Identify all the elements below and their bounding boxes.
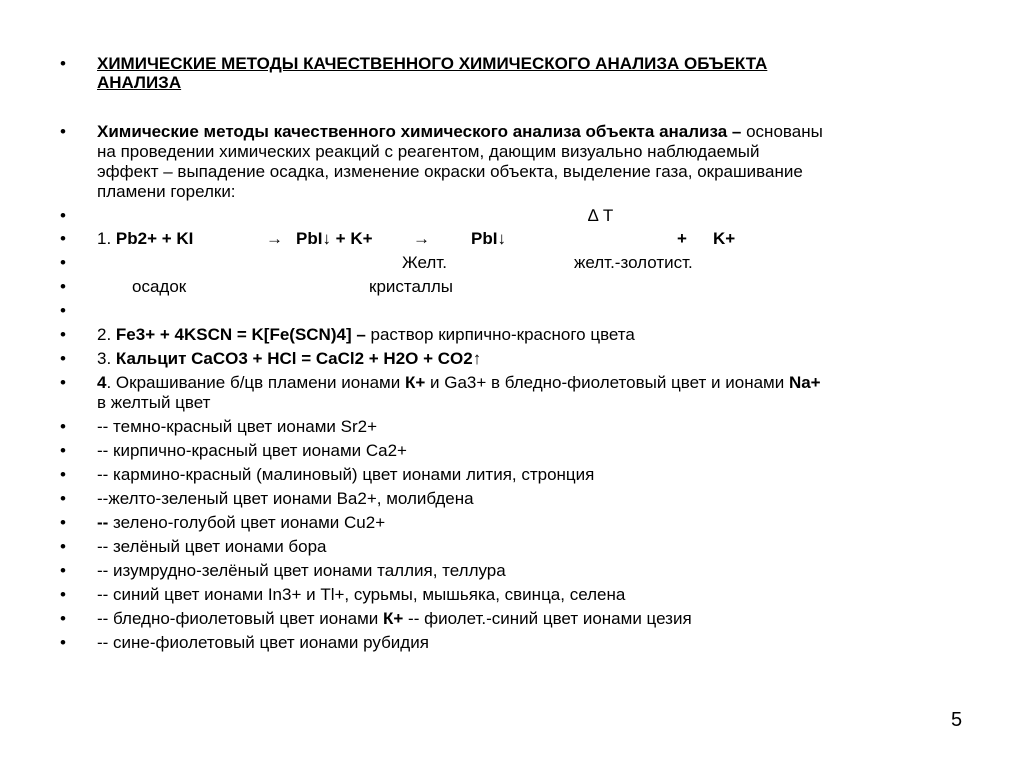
reaction-1-k-ion: K+ xyxy=(713,229,736,248)
bullet: • xyxy=(60,349,66,368)
bullet: • xyxy=(60,373,66,392)
item-4-line-2: в желтый цвет xyxy=(97,393,211,412)
item-4-na-ion: Na+ xyxy=(788,373,821,392)
violet-text-2: -- фиолет.-синий цвет ионами цезия xyxy=(403,609,692,628)
label-crystals: кристаллы xyxy=(369,277,453,296)
bullet: • xyxy=(60,122,66,141)
bullet: • xyxy=(60,513,66,532)
flame-item: -- кармино-красный (малиновый) цвет ионами лития, стронция xyxy=(97,465,595,484)
cu-text: зелено-голубой цвет ионами Cu2+ xyxy=(108,513,386,532)
intro-line-2: на проведении химических реакций с реагентом, дающим визуально наблюдаемый xyxy=(97,142,760,161)
violet-k-ion: К+ xyxy=(383,609,404,628)
item-4-text-1: . Окрашивание б/цв пламени ионами xyxy=(106,373,405,392)
page-number: 5 xyxy=(951,709,963,731)
intro-line-3: эффект – выпадение осадка, изменение окраски объекта, выделение газа, окрашивание xyxy=(97,162,803,181)
item-4-line-1 xyxy=(97,373,821,393)
bullet: • xyxy=(60,277,66,296)
reaction-2 xyxy=(97,325,635,345)
bullet: • xyxy=(60,325,66,344)
reaction-1-product: PbI↓ xyxy=(471,229,506,248)
reaction-1-number: 1. xyxy=(97,229,116,248)
bullet: • xyxy=(60,633,66,652)
reaction-2-number: 2. xyxy=(97,325,116,344)
bullet: • xyxy=(60,206,66,225)
item-4-k-ion: К+ xyxy=(404,373,426,392)
cu-dash: -- xyxy=(97,513,109,532)
reaction-3-eq: Кальцит CaCO3 + HCl = CaCl2 + H2O + CO2↑ xyxy=(115,349,482,368)
flame-item-violet xyxy=(97,609,692,629)
item-4-number: 4 xyxy=(97,373,107,392)
reaction-2-eq: Fe3+ + 4KSCN = K[Fe(SCN)4] – xyxy=(115,325,366,344)
flame-item: -- зелёный цвет ионами бора xyxy=(97,537,327,556)
item-4-text-2: и Ga3+ в бледно-фиолетовый цвет и ионами xyxy=(425,373,789,392)
bullet: • xyxy=(60,253,66,272)
bullet: • xyxy=(60,561,66,580)
bullet: • xyxy=(60,585,66,604)
color-yellow-gold: желт.-золотист. xyxy=(574,253,693,272)
reaction-1-reactants xyxy=(97,229,193,249)
reaction-1-eq: Pb2+ + KI xyxy=(115,229,194,248)
bullet: • xyxy=(60,489,66,508)
reaction-1-plus: + xyxy=(677,229,687,248)
bullet: • xyxy=(60,229,66,248)
bullet: • xyxy=(60,609,66,628)
label-precipitate: осадок xyxy=(132,277,187,296)
reaction-1-arrow-2: → xyxy=(413,229,430,248)
color-yellow: Желт. xyxy=(402,253,447,272)
heading-line-1: ХИМИЧЕСКИЕ МЕТОДЫ КАЧЕСТВЕННОГО ХИМИЧЕСКОГО АНАЛИЗА ОБЪЕКТА xyxy=(97,54,768,73)
intro-line-4: пламени горелки: xyxy=(97,182,236,201)
bullet: • xyxy=(60,54,66,73)
reaction-3-number: 3. xyxy=(97,349,116,368)
reaction-1-arrow-1: → xyxy=(266,229,283,248)
flame-item: -- кирпично-красный цвет ионами Ca2+ xyxy=(97,441,407,460)
bullet: • xyxy=(60,417,66,436)
flame-item: -- сине-фиолетовый цвет ионами рубидия xyxy=(97,633,429,652)
flame-item: --желто-зеленый цвет ионами Ba2+, молибдена xyxy=(97,489,474,508)
bullet: • xyxy=(60,301,66,320)
intro-dash: – xyxy=(731,122,742,141)
bullet: • xyxy=(60,465,66,484)
bullet: • xyxy=(60,441,66,460)
violet-text-1: -- бледно-фиолетовый цвет ионами xyxy=(97,609,384,628)
flame-item-cu xyxy=(97,513,385,533)
intro-rest: основаны xyxy=(741,122,823,141)
reaction-2-desc: раствор кирпично-красного цвета xyxy=(365,325,635,344)
intro-bold: Химические методы качественного химического анализа объекта анализа xyxy=(97,122,732,141)
bullet: • xyxy=(60,537,66,556)
heading-line-2: АНАЛИЗА xyxy=(97,73,182,92)
delta-t-label: ∆ T xyxy=(588,206,614,225)
intro-line-1 xyxy=(97,122,823,142)
reaction-3 xyxy=(97,349,481,369)
flame-item: -- темно-красный цвет ионами Sr2+ xyxy=(97,417,378,436)
reaction-1-intermediate: PbI↓ + K+ xyxy=(296,229,373,248)
flame-item: -- синий цвет ионами In3+ и Tl+, сурьмы, мышьяка, свинца, селена xyxy=(97,585,626,604)
flame-item: -- изумрудно-зелёный цвет ионами таллия, теллура xyxy=(97,561,506,580)
